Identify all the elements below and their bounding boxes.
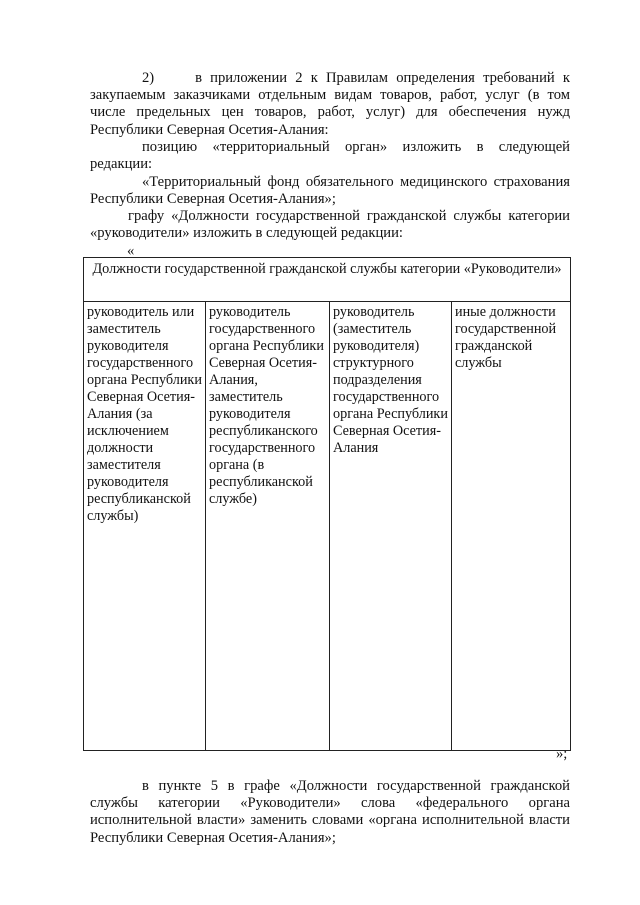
paragraph-territorial-organ: позицию «территориальный орган» изложить в следующей редакции: <box>90 139 570 173</box>
paragraph-fund-name: «Территориальный фонд обязательного медицинского страхования Республики Северная Осетия-Алания»; <box>90 174 570 208</box>
table-header-row <box>84 258 571 302</box>
positions-table <box>83 257 571 751</box>
opening-quote: « <box>127 243 135 259</box>
table-cell: руководитель государственного органа Республики Северная Осетия-Алания, заместитель руководителя республиканского государственного органа (в республиканской службе) <box>206 302 330 751</box>
table-header: Должности государственной гражданской службы категории «Руководители» <box>84 258 571 302</box>
paragraph-item-2: 2) в приложении 2 к Правилам определения требований к закупаемым заказчиками отдельным видам товаров, работ, услуг (в том числе предельных цен товаров, работ, услуг) для обеспечения нужд Республики Северная Осетия-Алания: <box>90 70 570 138</box>
paragraph-item-5: в пункте 5 в графе «Должности государственной гражданской службы категории «Руководители» слова «федерального органа исполнительной власти» заменить словами «органа исполнительной власти Республики Северная Осетия-Алания»; <box>90 778 570 846</box>
closing-quote: »; <box>556 746 568 762</box>
table-cell: руководитель или заместитель руководителя государственного органа Республики Северная Осетия-Алания (за исключением должности заместителя руководителя республиканской службы) <box>84 302 206 751</box>
table-cell: иные должности государственной гражданской службы <box>452 302 571 751</box>
table-row <box>84 302 571 751</box>
table-cell: руководитель (заместитель руководителя) структурного подразделения государственного органа Республики Северная Осетия-Алания <box>330 302 452 751</box>
paragraph-column-change: графу «Должности государственной гражданской службы категории «руководители» изложить в следующей редакции: <box>90 208 570 242</box>
